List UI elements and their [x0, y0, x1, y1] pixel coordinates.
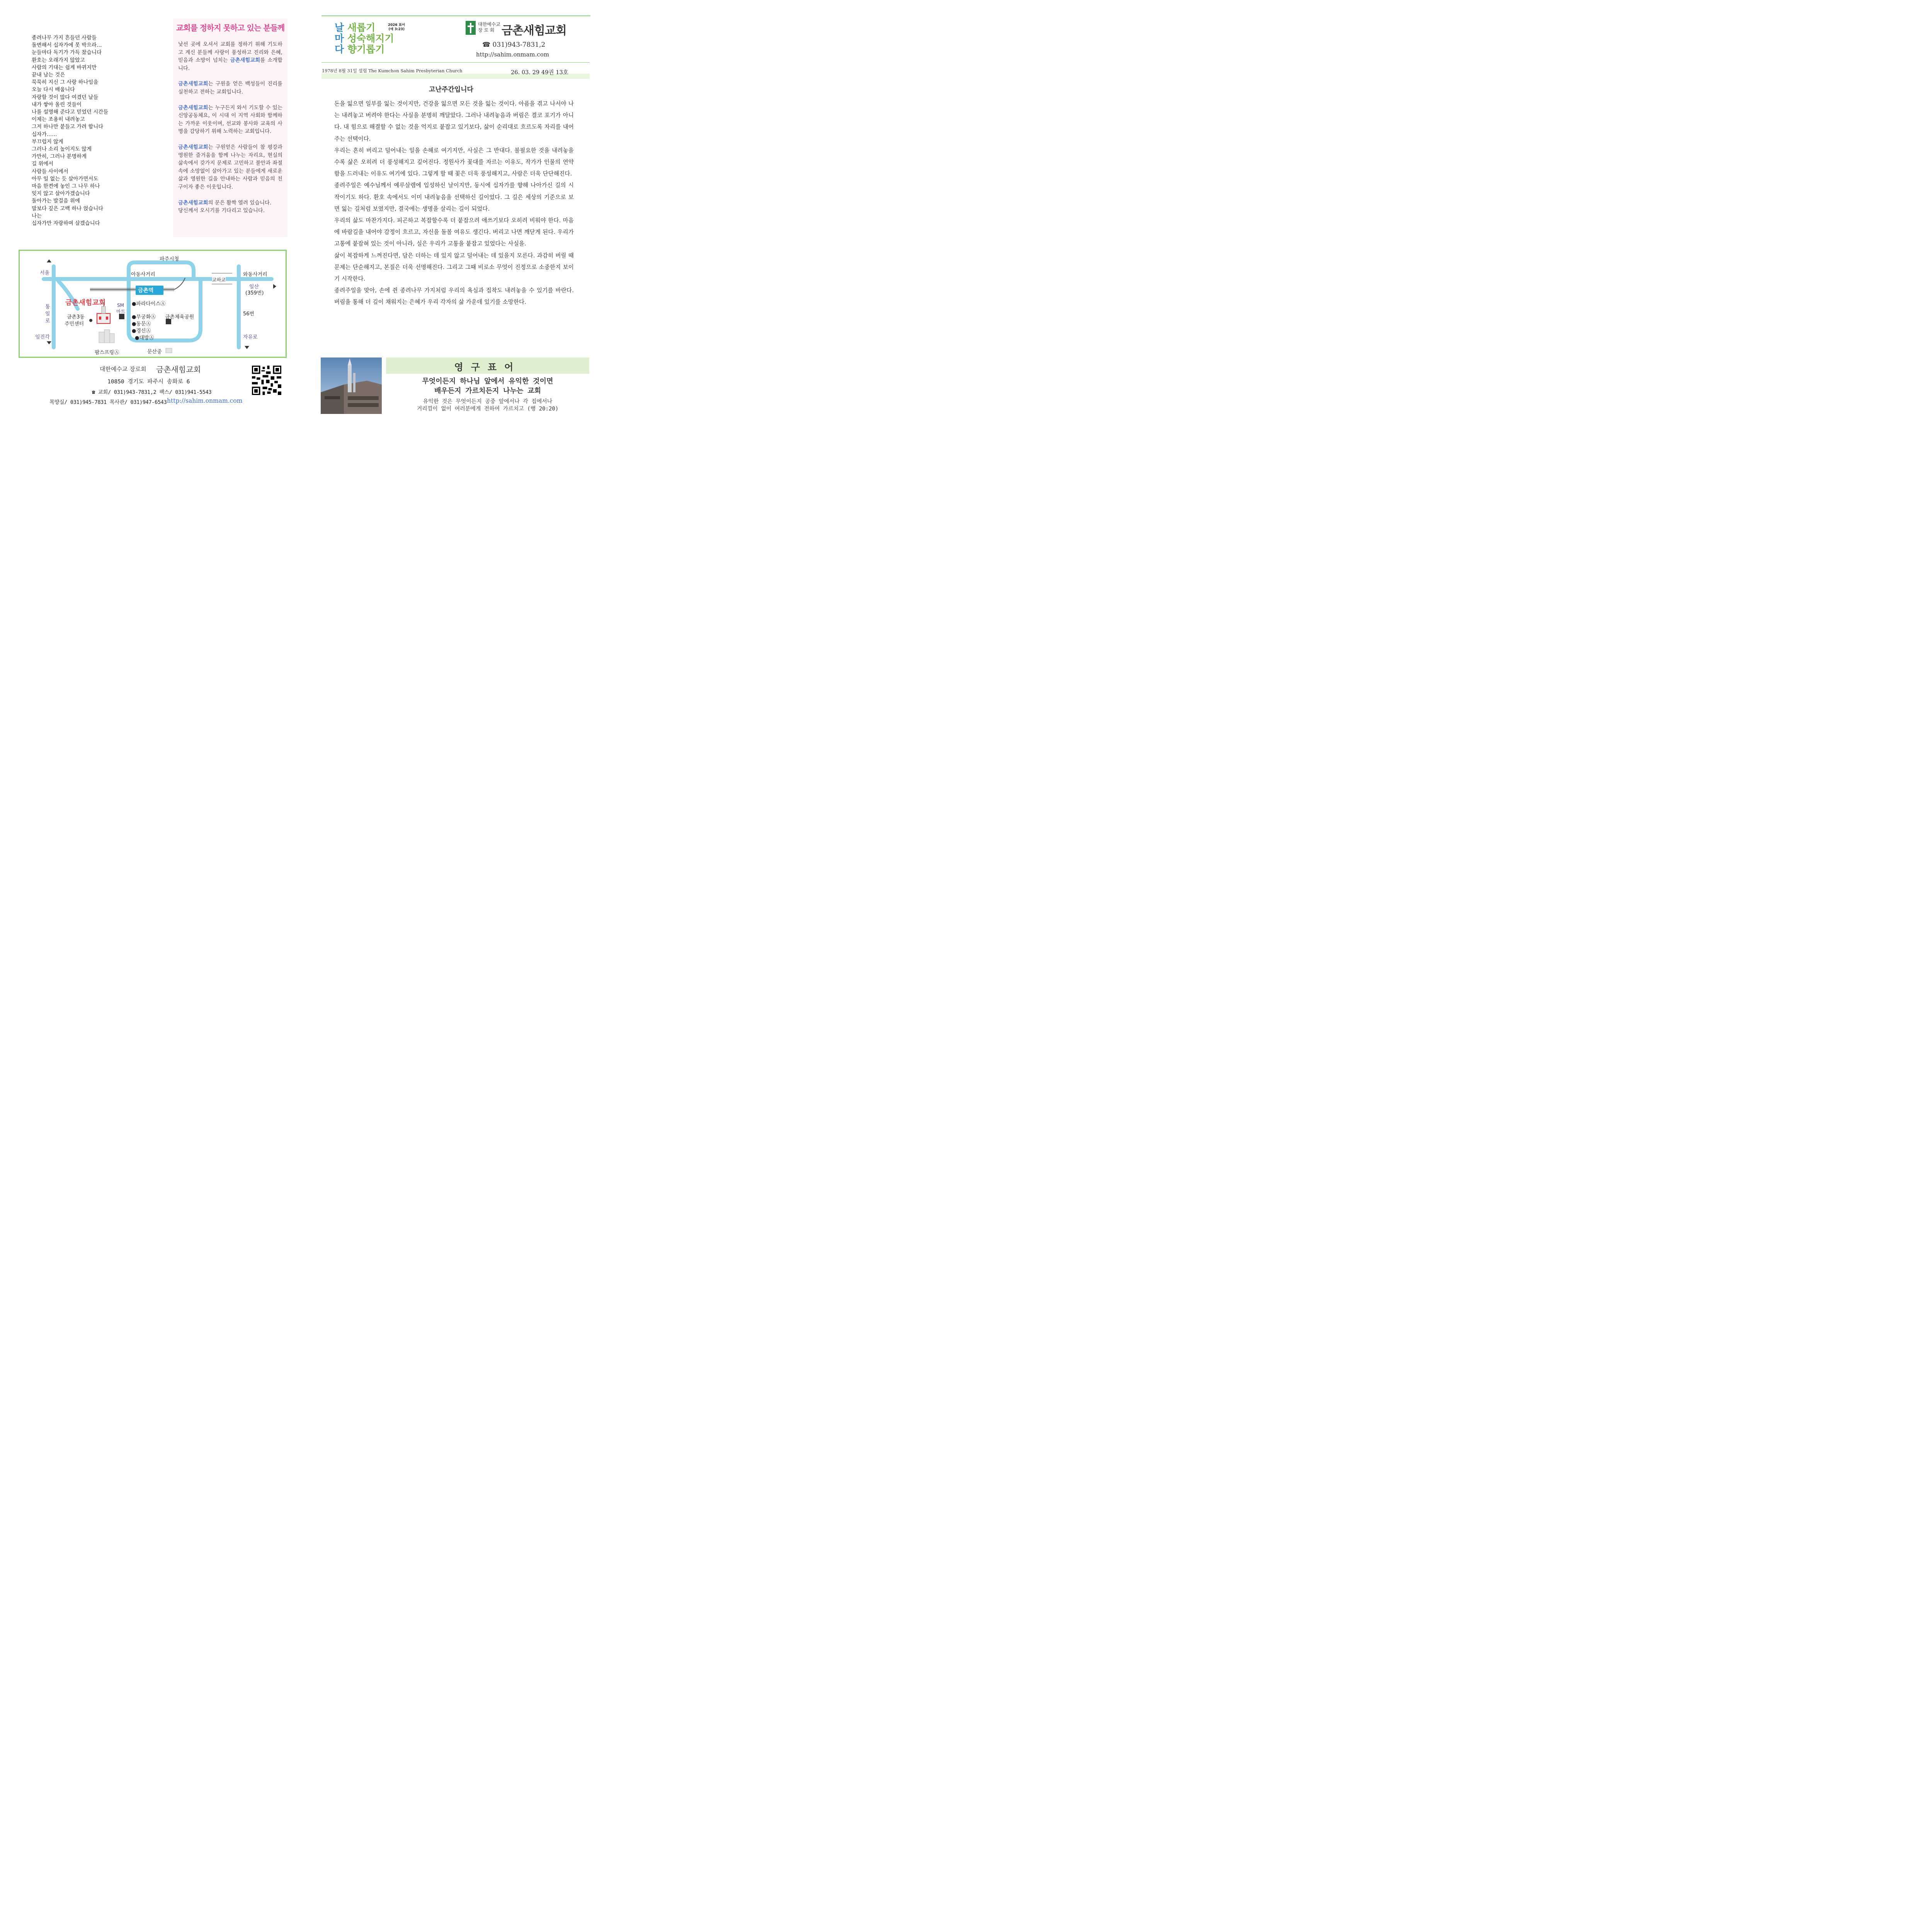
logo-denomination-1: 대한예수교 [478, 22, 500, 27]
poem-line: 사람들 사이에서 [32, 169, 68, 175]
poem-line: 오늘 다시 배웁니다 [32, 87, 75, 93]
poem-line: 끝내 남는 것은 [32, 72, 65, 78]
label-paradise: ●파라다이스Ⓐ [132, 301, 166, 307]
sm-mart-marker [119, 314, 124, 319]
label-sports-park: 금촌체육공원 [165, 314, 194, 320]
poem [32, 34, 159, 227]
school-icon [166, 348, 172, 353]
poem-line: 아무 일 없는 듯 살아가면서도 [32, 176, 99, 182]
vision-title: 영구표어 [454, 362, 521, 373]
article-paragraph: 종려주일은 예수님께서 예루살렘에 입성하신 날이지만, 동시에 십자가를 향해 나아가신 길의 시작이기도 하다. 환호 속에서도 이미 내려놓음을 선택하신 길이었다. 그 길은 세상의 기준으로 보면 잃는 길처럼 보였지만, 결국에는 생명을 살리는 길이 되었다. [334, 182, 574, 212]
vision-verse-line-2: 거리낌이 없이 여러분에게 전하여 가르치고 (행 20:20) [417, 406, 559, 412]
label-gyeongsin: ●경신Ⓐ [132, 328, 151, 334]
label-sm-mart-2: 마트 [116, 309, 126, 314]
label-route-359: (359번) [245, 290, 264, 296]
church-highlight: 금촌새힘교회 [178, 200, 208, 206]
footer-denomination: 대한예수교 장로회 [100, 366, 146, 373]
poem-line: 잊지 않고 살아가겠습니다 [32, 191, 90, 197]
article-paragraph: 우리의 삶도 마찬가지다. 피곤하고 복잡할수록 더 붙잡으려 애쓰기보다 오히려 비워야 한다. 마음에 바람길을 내어야 감정이 흐르고, 자신을 돌볼 여유도 생긴다. 버리고 나면 깨닫게 된다. 우리가 고통에 붙잡혀 있는 것이 아니라, 실은 우리가 고통을 붙잡고 있었다는 사실을. [334, 217, 574, 247]
footer-address: 10850 경기도 파주시 송화로 6 [107, 379, 190, 385]
label-tongil-3: 로 [45, 318, 50, 324]
intro-paragraph: 금촌새힘교회는 구원을 얻은 백성들이 진리를 실천하고 전하는 교회입니다. [178, 81, 282, 95]
label-sm-mart-1: SM [117, 303, 124, 308]
footer-url[interactable]: http://sahim.onmam.com [167, 397, 243, 404]
poem-line: 말보다 깊은 고백 하나 얹습니다 [32, 206, 104, 212]
masthead-phone: ☎ 031)943-7831,2 [482, 41, 546, 49]
poem-line: 눈들마다 독기가 가득 찼습니다 [32, 50, 102, 56]
cross-logo-icon [466, 21, 476, 35]
label-route-56: 56번 [243, 311, 255, 317]
poem-line: 자랑할 것이 많다 여겼던 날들 [32, 94, 99, 100]
slogan: 날 새롭기 마 성숙해지기 다 향기롭기 [335, 22, 394, 55]
logo-denomination-2: 장 로 회 [478, 27, 495, 33]
label-daebang: ●대방Ⓐ [135, 335, 154, 341]
intro-paragraph: 금촌새힘교회는 누구든지 와서 기도할 수 있는 신앙공동체요, 이 시대 이 지역 사회와 함께하는 가까운 이웃이며, 선교와 봉사와 교육의 사명을 감당하기 위해 노력하는 교회입니다. [178, 105, 282, 135]
yearly-motto-label: 2026 표어 (애 3:23) [388, 23, 405, 31]
poem-line: 부끄럽지 않게 [32, 139, 63, 145]
arrow-right-icon [273, 284, 276, 289]
label-paju-cityhall: 파주시청 [160, 256, 179, 262]
footer-office-phones: 목양실/ 031)945-7831 목사관/ 031)947-6543 [49, 399, 167, 405]
label-geumchon-station: 금촌역 [138, 288, 154, 294]
church-highlight: 금촌새힘교회 [178, 144, 208, 150]
poem-line: 나를 설명해 준다고 믿었던 시간들 [32, 109, 109, 116]
intro-paragraphs [178, 41, 282, 215]
masthead-divider [321, 62, 590, 63]
intro-title: 교회를 정하지 못하고 있는 분들께 [176, 23, 285, 32]
qr-code-icon [252, 366, 281, 395]
intro-paragraph: 금촌새힘교회의 문은 활짝 열려 있습니다. 당신께서 오시기를 기다리고 있습니다. [178, 200, 272, 214]
poem-line: 나는 [32, 213, 42, 219]
church-building-photo [321, 358, 382, 414]
church-highlight: 금촌새힘교회 [230, 58, 260, 64]
church-highlight: 금촌새힘교회 [178, 105, 208, 111]
intro-paragraph: 금촌새힘교회는 구원얻은 사람들이 참 평강과 영원한 즐거움을 함께 나누는 자리요, 현실의 삶속에서 갖가지 문제로 고민하고 불안과 좌절 속에 소망없이 살아가고 있는 분들에게 새로운 삶과 영원한 길을 안내하는 사람과 믿음의 친구이자 좋은 이웃입니다. [178, 144, 282, 190]
label-center-2: 주민센터 [65, 321, 84, 327]
arrow-down-icon [47, 341, 51, 344]
footer-church-name: 금촌새힘교회 [156, 365, 201, 374]
poem-line: 이제는 조용히 내려놓고 [32, 117, 85, 123]
intro-paragraph: 낯선 곳에 오셔서 교회를 정하기 위해 기도하고 계신 분들께 사랑이 풍성하고 진리와 은혜, 믿음과 소망이 넘치는 금촌새힘교회를 소개합니다. [178, 42, 282, 72]
label-church: 금촌새힘교회 [65, 299, 106, 307]
label-tongil-1: 통 [45, 304, 50, 310]
masthead-top-line [321, 15, 590, 16]
article-body [334, 98, 574, 308]
article-paragraph: 돈을 잃으면 일부를 잃는 것이지만, 건강을 잃으면 모든 것을 잃는 것이다. 아픔을 겪고 나서야 나는 내려놓고 버려야 한다는 사실을 분명히 깨달았다. 그러나 내려놓음과 버림은 결코 포기가 아니다. 내 힘으로 해결할 수 없는 것을 억지로 붙잡고 있기보다, 삶이 순리대로 흐르도록 자리를 내어주는 선택이다. [334, 100, 574, 142]
label-tongil-2: 일 [45, 311, 50, 317]
poem-line: 돌변해서 십자가에 못 박으라… [32, 43, 102, 49]
label-mugunghwa: ●무궁화Ⓐ [132, 314, 156, 320]
article-paragraph: 우리는 흔히 버리고 덜어내는 일을 손해로 여기지만, 사실은 그 반대다. 불필요한 것을 내려놓을수록 삶은 오히려 더 풍성해지고 깊어진다. 정원사가 꽃대를 자르는 이유도, 작가가 인물의 연약함을 드러내는 이유도 여기에 있다. 그렇게 할 때 꽃은 더욱 풍성해지고, 사람은 더욱 단단해진다. [334, 147, 574, 177]
arrow-down-icon [245, 346, 249, 349]
label-munsan-ms: 문산중 [147, 349, 162, 355]
poem-line: 그저 하나만 붙들고 가려 합니다 [32, 124, 104, 130]
label-seoul: 서울 [40, 270, 50, 276]
masthead-church-name: 금촌새힘교회 [502, 24, 566, 37]
label-dongmun: ●동문Ⓐ [132, 321, 151, 327]
poem-line: 십자가…… [32, 131, 57, 138]
location-map [19, 250, 287, 358]
masthead-url[interactable]: http://sahim.onmam.com [476, 51, 549, 58]
poem-line: 십자가만 자랑하며 살겠습니다 [32, 221, 100, 227]
vision-verse-line-1: 유익한 것은 무엇이든지 공중 앞에서나 각 집에서나 [423, 398, 553, 405]
label-wadong: 와동사거리 [243, 272, 267, 278]
church-photo [321, 358, 382, 414]
poem-line: 가만히, 그러나 분명하게 [32, 154, 87, 160]
vision-line-1: 무엇이든지 하나님 앞에서 유익한 것이면 [422, 377, 553, 385]
label-jayuro: 자유로 [243, 334, 258, 340]
article-title: 고난주간입니다 [429, 86, 473, 94]
arrow-up-icon [47, 259, 51, 262]
poem-line: 돌아가는 발걸음 위에 [32, 198, 80, 204]
center-marker [89, 319, 92, 322]
vision-motto [386, 376, 589, 396]
vision-line-2: 배우든지 가르치든지 나누는 교회 [434, 387, 541, 395]
label-center-1: 금촌3동 [67, 314, 85, 320]
apartment-icon [99, 330, 114, 343]
issue-info: 26. 03. 29 49권 13호 [511, 69, 568, 76]
article-paragraph: 삶이 복잡하게 느껴진다면, 답은 더하는 데 있지 않고 덜어내는 데 있을지 모른다. 과감히 버릴 때 문제는 단순해지고, 본질은 더욱 선명해진다. 그리고 그때 비로소 무엇이 진정으로 소중한지 보이기 시작한다. [334, 252, 574, 283]
label-adong: 아동사거리 [131, 272, 155, 278]
poem-line: 그러나 소리 높이지도 않게 [32, 146, 92, 153]
founded-info: 1978년 8월 31일 설립 The Kumchon Sahim Presbyterian Church [322, 68, 463, 73]
label-gyoha-bridge: 교하교 [212, 277, 226, 283]
church-highlight: 금촌새힘교회 [178, 81, 208, 87]
label-palmspring: 팜스프링Ⓐ [95, 350, 119, 356]
poem-line: 묵묵히 지신 그 사랑 하나임을 [32, 80, 99, 86]
poem-line: 마음 한켠에 놓인 그 나무 하나 [32, 184, 100, 190]
poem-line: 환호는 오래가지 않았고 [32, 57, 85, 63]
poem-line: 내가 쌓아 올린 것들이 [32, 102, 82, 108]
label-ilsan: 일산 [249, 284, 259, 290]
poem-line: 길 위에서 [32, 161, 53, 167]
poem-line: 사람의 기대는 쉽게 바뀌지만 [32, 65, 97, 71]
footer-phones: ☎ 교회/ 031)943-7831,2 팩스/ 031)941-5543 [92, 389, 212, 395]
vision-verse [386, 398, 589, 413]
poem-line: 종려나무 가지 흔들던 사람들 [32, 35, 97, 41]
label-imjingak: 임진각 [35, 334, 50, 340]
article-paragraph: 종려주일을 맞아, 손에 쥔 종려나무 가지처럼 우리의 욕심과 집착도 내려놓을 수 있기를 바란다. 버림을 통해 더 깊이 채워지는 은혜가 우리 각자의 삶 가운데 있기를 소망한다. [334, 287, 574, 306]
